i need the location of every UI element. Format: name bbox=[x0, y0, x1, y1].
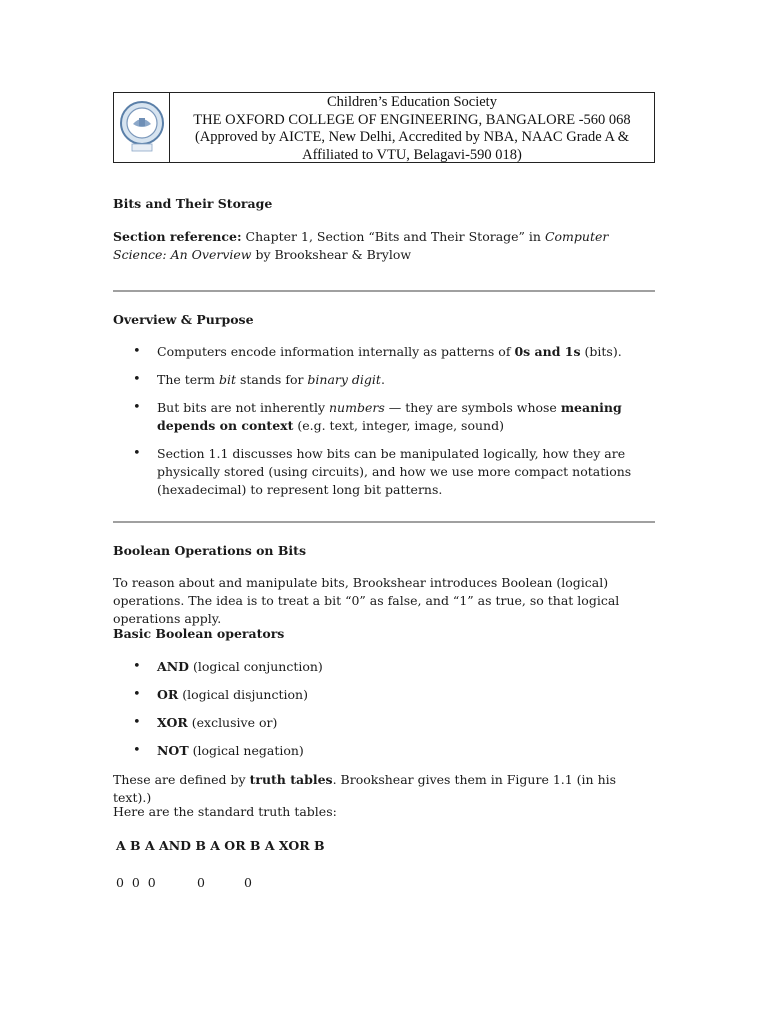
college-logo-cell bbox=[114, 93, 170, 162]
standard-tables-intro: Here are the standard truth tables: bbox=[113, 804, 337, 819]
list-item: • AND (logical conjunction) bbox=[113, 658, 658, 676]
college-name: THE OXFORD COLLEGE OF ENGINEERING, BANGALORE -560 068 bbox=[193, 111, 631, 128]
list-item: • Section 1.1 discusses how bits can be manipulated logically, how they are physically stored (using circuits), and how we use more compact notations (hexadecimal) to represent long bit patterns. bbox=[113, 445, 658, 499]
approval-line: (Approved by AICTE, New Delhi, Accredited by NBA, NAAC Grade A & bbox=[194, 129, 630, 145]
header-text-block bbox=[170, 93, 654, 162]
truth-table-row-and: 0 bbox=[197, 875, 205, 890]
truth-table-note: These are defined by truth tables. Brookshear gives them in Figure 1.1 (in his text).) bbox=[113, 772, 617, 805]
list-item: • The term bit stands for binary digit. bbox=[113, 371, 658, 389]
list-item: • But bits are not inherently numbers — they are symbols whose meaning depends on context (e.g. text, integer, image, sound) bbox=[113, 399, 658, 435]
section-ref-authors: by Brookshear & Brylow bbox=[251, 247, 412, 262]
truth-table-header: A B A AND B A OR B A XOR B bbox=[116, 838, 325, 853]
operators-heading: Basic Boolean operators bbox=[113, 626, 285, 641]
truth-table-row-ab: 0 0 0 bbox=[116, 875, 156, 890]
list-item: • NOT (logical negation) bbox=[113, 742, 658, 760]
book-title: Computer Science: An Overview bbox=[113, 229, 609, 262]
divider-2 bbox=[113, 521, 655, 523]
section-ref-text: Chapter 1, Section “Bits and Their Storage” in bbox=[241, 229, 545, 244]
list-item: • Computers encode information internally as patterns of 0s and 1s (bits). bbox=[113, 343, 658, 361]
list-item: • OR (logical disjunction) bbox=[113, 686, 658, 704]
overview-list bbox=[113, 343, 658, 499]
affiliation-line: Affiliated to VTU, Belagavi-590 018) bbox=[302, 146, 522, 163]
divider-1 bbox=[113, 290, 655, 292]
society-name: Children’s Education Society bbox=[327, 94, 497, 110]
section-ref-label: Section reference: bbox=[113, 229, 242, 244]
institution-header bbox=[113, 92, 655, 163]
list-item: • XOR (exclusive or) bbox=[113, 714, 658, 732]
document-title: Bits and Their Storage bbox=[113, 196, 273, 211]
truth-table-row-or: 0 bbox=[244, 875, 252, 890]
operators-list bbox=[113, 658, 658, 760]
boolean-intro: To reason about and manipulate bits, Brookshear introduces Boolean (logical) operations. The idea is to treat a bit “0” as false, and “1” as true, so that logical operations apply. bbox=[113, 575, 620, 626]
overview-heading: Overview & Purpose bbox=[113, 312, 254, 327]
section-reference bbox=[113, 228, 643, 264]
college-seal-icon bbox=[119, 100, 165, 156]
boolean-heading: Boolean Operations on Bits bbox=[113, 543, 306, 558]
